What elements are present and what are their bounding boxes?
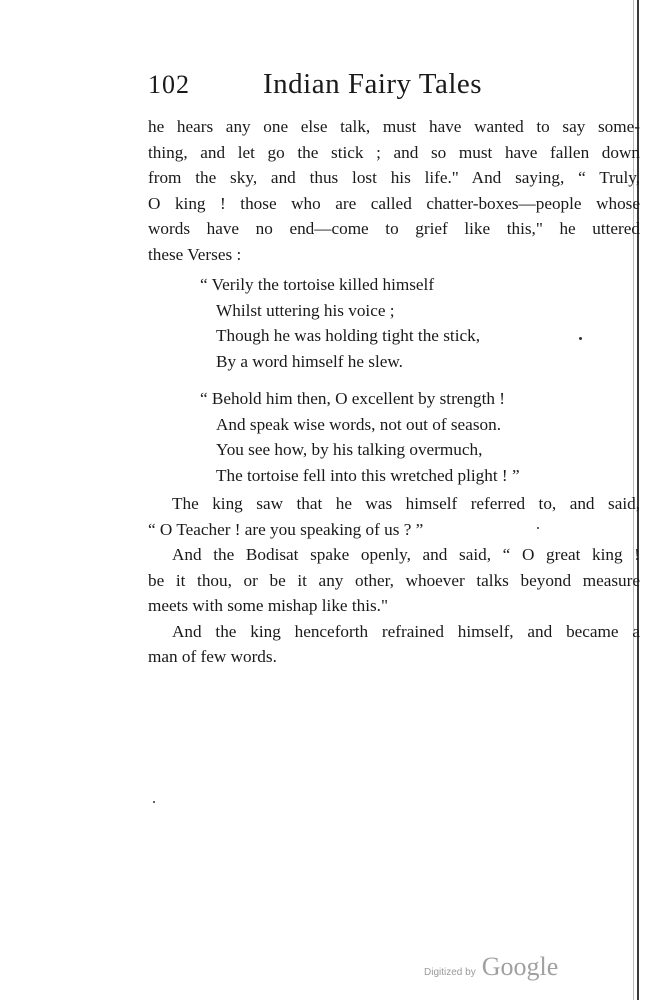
- text-line: these Verses :: [148, 244, 242, 264]
- verse-line: Though he was holding tight the stick,: [216, 326, 480, 345]
- text-line: And the king henceforth refrained himself, and became a: [172, 621, 640, 641]
- text-line: man of few words.: [148, 647, 277, 666]
- verse-line: And speak wise words, not out of season.: [216, 414, 501, 434]
- page-number: 102: [148, 70, 190, 99]
- verse-line: “ Verily the tortoise killed himself: [200, 275, 435, 294]
- page-body: [148, 114, 640, 670]
- verse-stanza-2: [148, 386, 640, 488]
- print-speck: [579, 337, 582, 340]
- digitized-watermark: [424, 952, 558, 982]
- paragraph-1: [148, 114, 640, 267]
- verse-stanza-1: [148, 272, 640, 374]
- text-line: from the sky, and thus lost his life." And saying, “ Truly,: [148, 168, 640, 187]
- text-line: be it thou, or be it any other, whoever talks beyond measure: [148, 570, 640, 590]
- text-line: “ O Teacher ! are you speaking of us ? ”: [148, 519, 424, 539]
- page-header: [148, 70, 568, 110]
- text-line: he hears any one else talk, must have wanted to say some-: [148, 117, 640, 136]
- paragraph-3: [148, 542, 640, 619]
- running-title: Indian Fairy Tales: [263, 68, 483, 100]
- verse-line: You see how, by his talking overmuch,: [216, 440, 483, 459]
- text-line: thing, and let go the stick ; and so must have fallen down: [148, 142, 640, 162]
- verse-line: Whilst uttering his voice ;: [216, 300, 395, 320]
- text-line: O king ! those who are called chatter-boxes—people whose: [148, 193, 640, 213]
- text-line: And the Bodisat spake openly, and said, “ O great king !: [172, 545, 640, 564]
- print-speck: [153, 801, 155, 803]
- verse-line: By a word himself he slew.: [216, 351, 403, 371]
- text-line: words have no end—come to grief like this," he uttered: [148, 219, 640, 238]
- paragraph-4: [148, 619, 640, 670]
- digitized-label: Digitized by: [424, 967, 476, 978]
- verse-line: The tortoise fell into this wretched plight ! ”: [216, 465, 520, 485]
- paragraph-2: [148, 491, 640, 542]
- print-speck: [537, 527, 539, 529]
- text-line: The king saw that he was himself referred to, and said,: [172, 494, 640, 513]
- google-logo: Google: [481, 952, 559, 981]
- text-line: meets with some mishap like this.": [148, 596, 388, 615]
- verse-line: “ Behold him then, O excellent by strength !: [200, 389, 506, 408]
